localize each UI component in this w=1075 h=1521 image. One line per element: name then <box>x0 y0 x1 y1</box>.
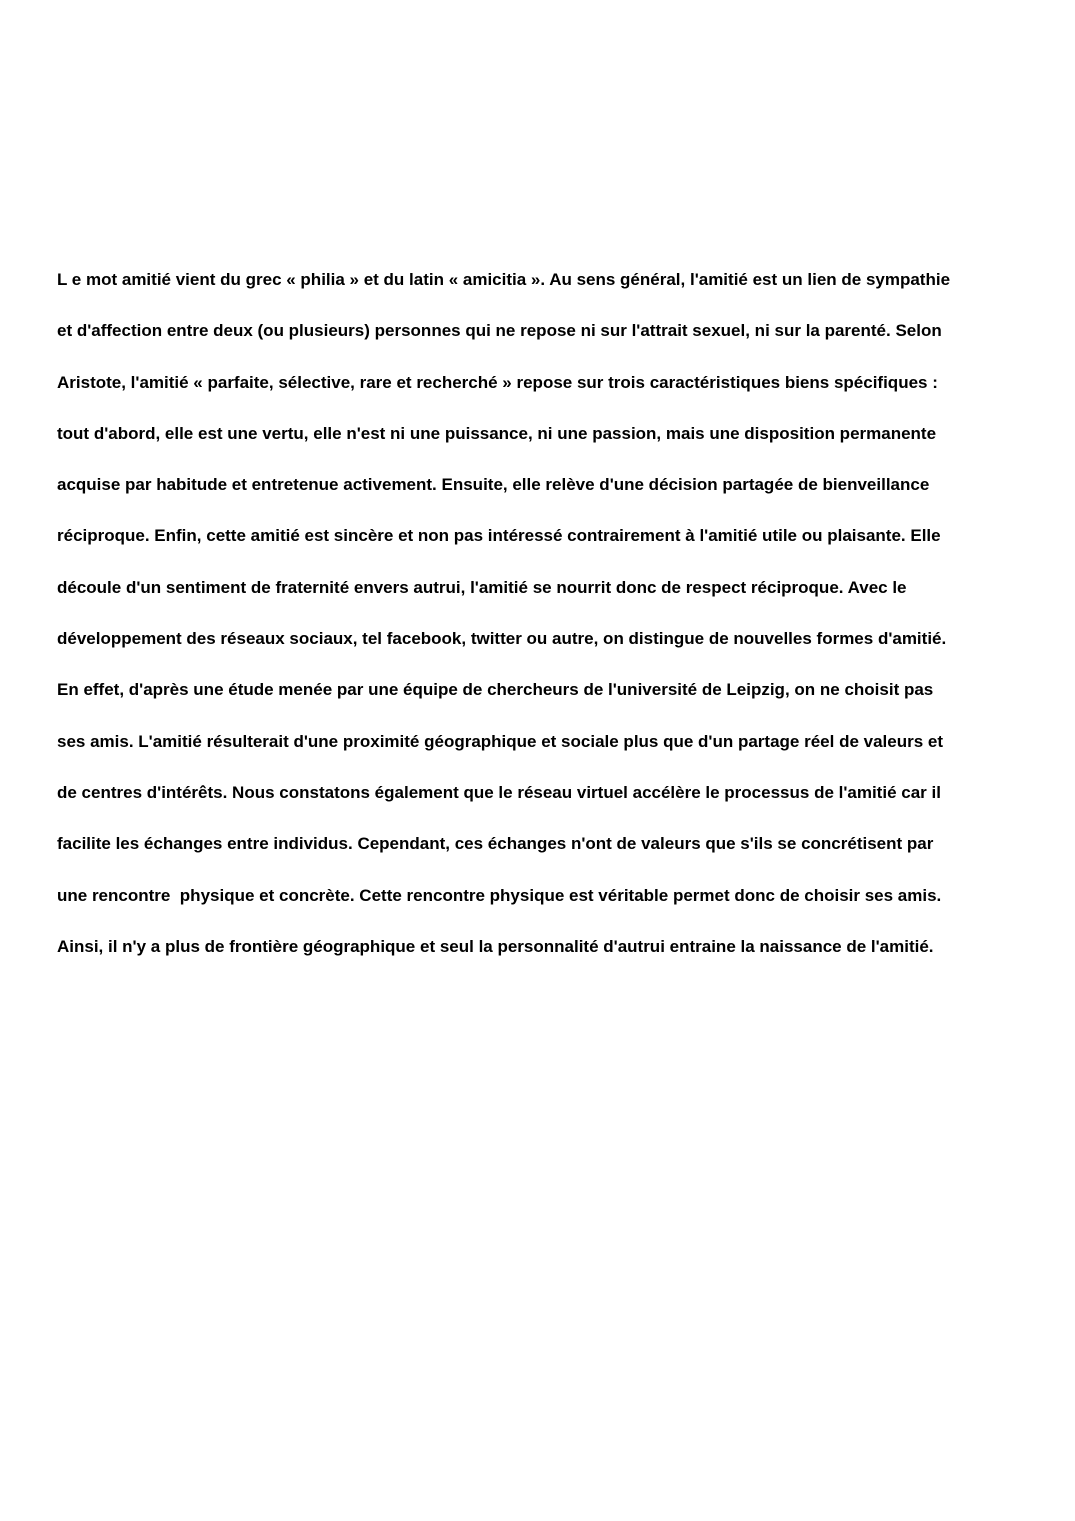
paragraph-line-8: développement des réseaux sociaux, tel facebook, twitter ou autre, on distingue de nouvelles formes d'amitié. <box>57 629 947 649</box>
paragraph-line-3: Aristote, l'amitié « parfaite, sélective, rare et recherché » repose sur trois caractéristiques biens spécifiques : <box>57 372 938 392</box>
paragraph-line-5: acquise par habitude et entretenue activement. Ensuite, elle relève d'une décision partagée de bienveillance <box>57 475 930 495</box>
paragraph-line-7: découle d'un sentiment de fraternité envers autrui, l'amitié se nourrit donc de respect réciproque. Avec le <box>57 577 907 597</box>
paragraph-line-9: En effet, d'après une étude menée par une équipe de chercheurs de l'université de Leipzig, on ne choisit pas <box>57 680 934 700</box>
paragraph-line-11: de centres d'intérêts. Nous constatons également que le réseau virtuel accélère le processus de l'amitié car il <box>57 782 941 802</box>
paragraph-line-2: et d'affection entre deux (ou plusieurs) personnes qui ne repose ni sur l'attrait sexuel, ni sur la parenté. Selon <box>57 321 942 341</box>
paragraph-line-4: tout d'abord, elle est une vertu, elle n'est ni une puissance, ni une passion, mais une disposition permanente <box>57 423 937 443</box>
paragraph-line-1: L e mot amitié vient du grec « philia » et du latin « amicitia ». Au sens général, l'amitié est un lien de sympathie <box>57 270 951 289</box>
paragraph-line-14: Ainsi, il n'y a plus de frontière géographique et seul la personnalité d'autrui entraine la naissance de l'amitié. <box>57 936 934 956</box>
paragraph-line-13: une rencontre physique et concrète. Cette rencontre physique est véritable permet donc de choisir ses amis. <box>57 885 942 905</box>
paragraph-line-12: facilite les échanges entre individus. Cependant, ces échanges n'ont de valeurs que s'ils se concrétisent par <box>57 834 934 854</box>
paragraph-line-6: réciproque. Enfin, cette amitié est sincère et non pas intéressé contrairement à l'amitié utile ou plaisante. Elle <box>57 526 941 546</box>
body-paragraph <box>57 263 1022 981</box>
paragraph-line-10: ses amis. L'amitié résulterait d'une proximité géographique et sociale plus que d'un partage réel de valeurs et <box>57 731 944 751</box>
